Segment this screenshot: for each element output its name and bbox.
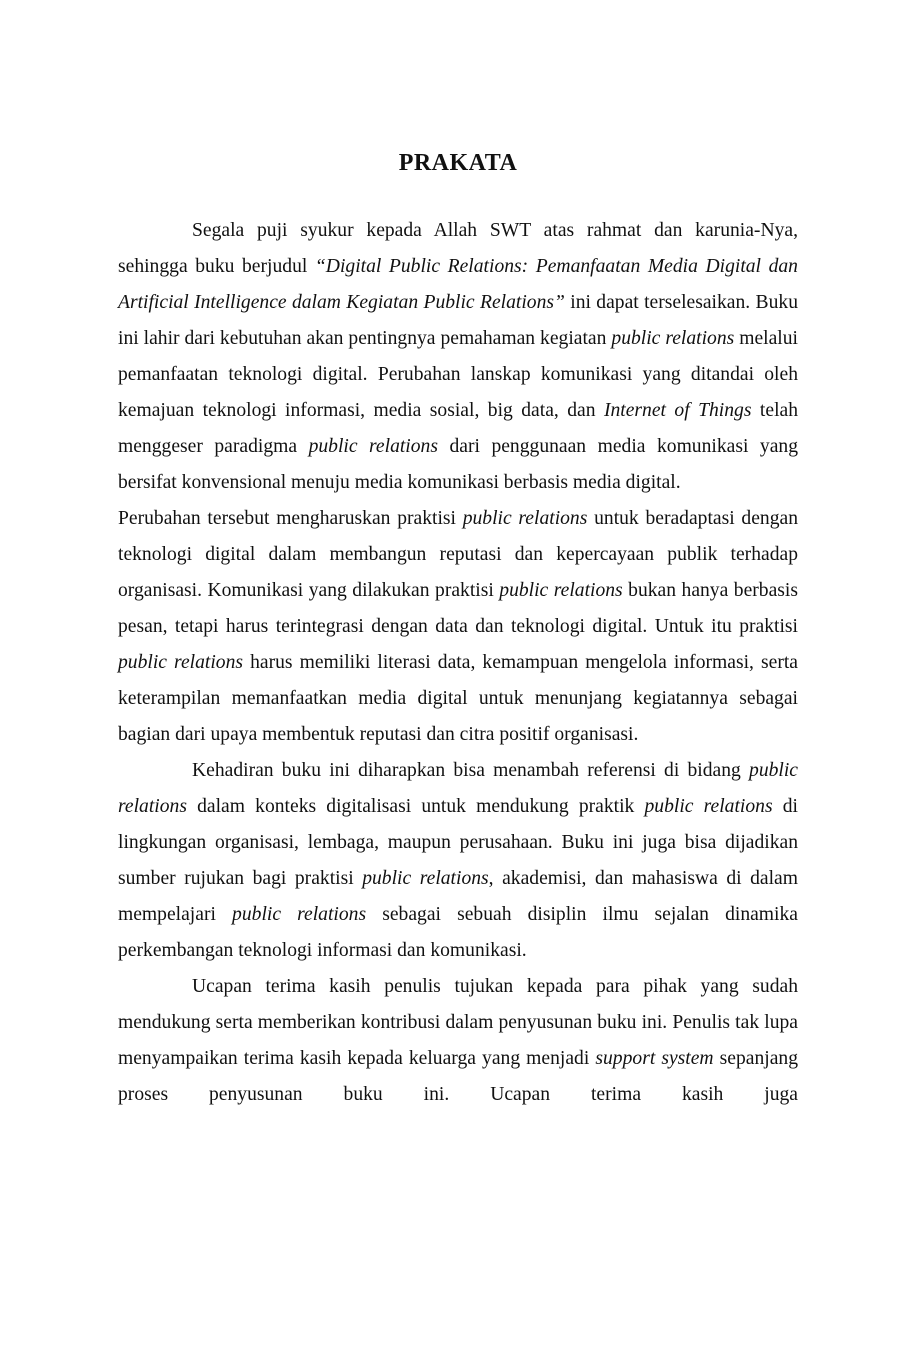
text-run: Perubahan tersebut mengharuskan praktisi bbox=[118, 508, 463, 529]
text-run: ini dapat terselesaikan. Buku ini lahir dari kebutuhan akan pentingnya pemahaman kegiatan bbox=[118, 292, 798, 349]
italic-text: public relations bbox=[232, 904, 367, 925]
text-run: melalui pemanfaatan teknologi digital. Perubahan lanskap komunikasi yang ditandai oleh kemajuan teknologi informasi, media sosial, big data, dan bbox=[118, 328, 798, 421]
italic-text: public relations bbox=[499, 580, 623, 601]
text-run: telah menggeser paradigma bbox=[118, 400, 799, 457]
paragraph bbox=[118, 753, 798, 969]
text-run: , akademisi, dan mahasiswa di dalam mempelajari bbox=[118, 868, 798, 925]
text-run: Kehadiran buku ini diharapkan bisa menambah referensi di bidang bbox=[192, 760, 750, 781]
italic-text: public relations bbox=[118, 760, 798, 817]
italic-text: public relations bbox=[308, 436, 438, 457]
text-run: sepanjang proses penyusunan buku ini. Ucapan terima kasih juga bbox=[118, 1048, 798, 1105]
italic-text: public relations bbox=[118, 652, 243, 673]
italic-text: public relations bbox=[644, 796, 773, 817]
italic-text: public relations bbox=[362, 868, 489, 889]
body-text bbox=[118, 213, 798, 1113]
italic-text: “Digital Public Relations: Pemanfaatan Media Digital dan Artificial Intelligence dalam Kegiatan Public Relations” bbox=[118, 256, 798, 313]
text-run: Segala puji syukur kepada Allah SWT atas rahmat dan karunia-Nya, sehingga buku berjudul bbox=[118, 220, 798, 277]
text-run: bukan hanya berbasis pesan, tetapi harus terintegrasi dengan data dan teknologi digital. Untuk itu praktisi bbox=[118, 580, 798, 637]
text-run: harus memiliki literasi data, kemampuan mengelola informasi, serta keterampilan memanfaatkan media digital untuk menunjang kegiatannya sebagai bagian dari upaya membentuk reputasi dan citra positif organisasi. bbox=[118, 652, 798, 745]
italic-text: public relations bbox=[462, 508, 588, 529]
text-run: di lingkungan organisasi, lembaga, maupun perusahaan. Buku ini juga bisa dijadikan sumber rujukan bagi praktisi bbox=[118, 796, 799, 889]
text-run: dari penggunaan media komunikasi yang bersifat konvensional menuju media komunikasi berbasis media digital. bbox=[118, 436, 798, 493]
page-title: PRAKATA bbox=[398, 150, 518, 176]
text-run: Ucapan terima kasih penulis tujukan kepada para pihak yang sudah mendukung serta memberikan kontribusi dalam penyusunan buku ini. Penulis tak lupa menyampaikan terima kasih kepada keluarga yang menjadi bbox=[118, 976, 798, 1069]
paragraph bbox=[118, 501, 798, 753]
paragraph bbox=[118, 213, 798, 501]
italic-text: Internet of Things bbox=[603, 400, 752, 421]
paragraph bbox=[118, 969, 798, 1113]
italic-text: support system bbox=[595, 1048, 714, 1069]
text-run: sebagai sebuah disiplin ilmu sejalan dinamika perkembangan teknologi informasi dan komunikasi. bbox=[118, 904, 798, 961]
italic-text: public relations bbox=[611, 328, 735, 349]
text-run: dalam konteks digitalisasi untuk mendukung praktik bbox=[186, 796, 645, 817]
text-run: untuk beradaptasi dengan teknologi digital dalam membangun reputasi dan kepercayaan publik terhadap organisasi. Komunikasi yang dilakukan praktisi bbox=[118, 508, 798, 601]
